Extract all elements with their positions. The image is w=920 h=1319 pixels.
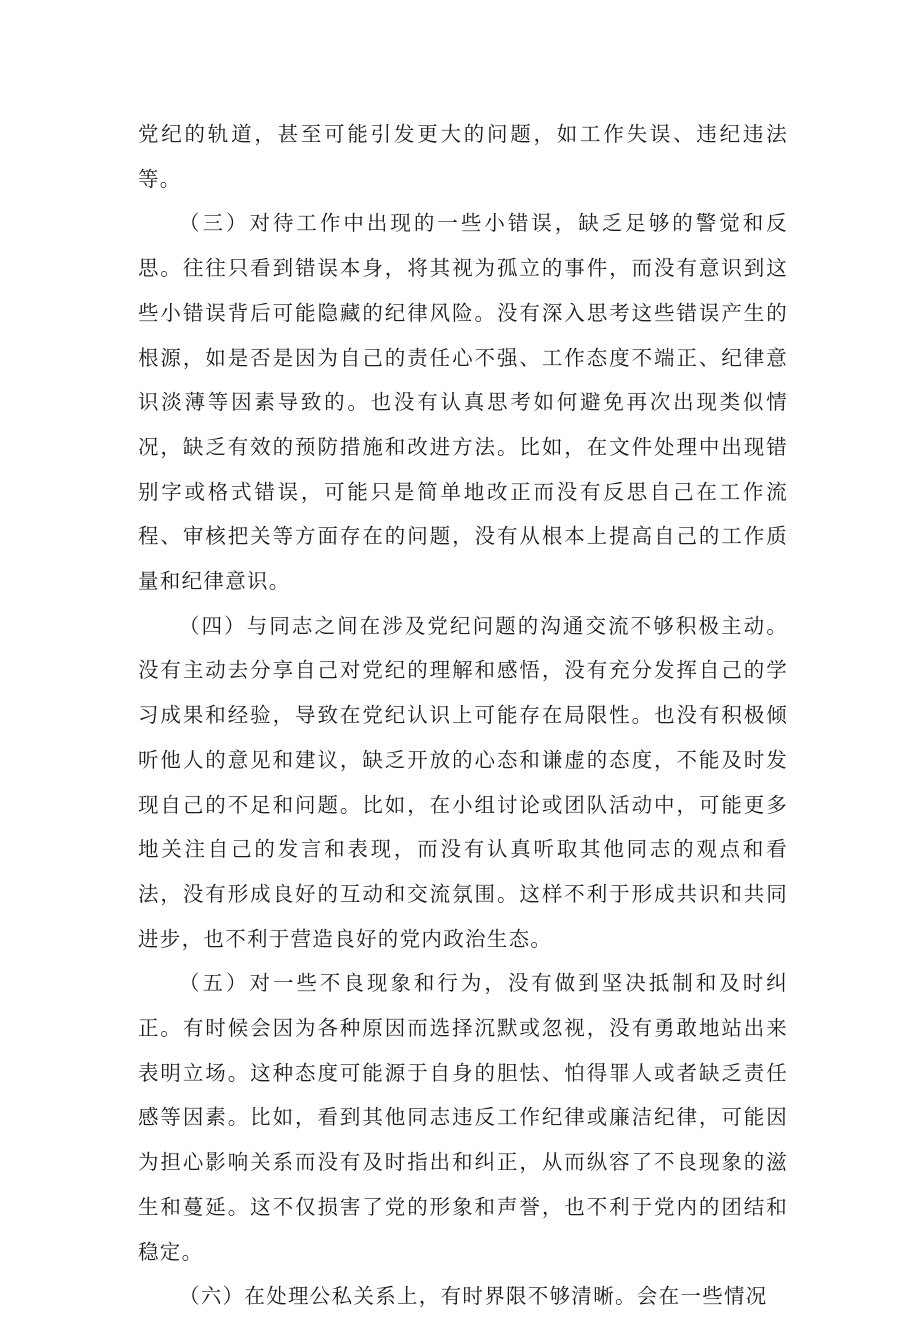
paragraph-continuation: 党纪的轨道，甚至可能引发更大的问题，如工作失误、违纪违法等。 (138, 122, 788, 191)
paragraph-section-5: （五）对一些不良现象和行为，没有做到坚决抵制和及时纠正。有时候会因为各种原因而选择沉默或忽视，没有勇敢地站出来表明立场。这种态度可能源于自身的胆怯、怕得罪人或者缺乏责任感等因素。比如，看到其他同志违反工作纪律或廉洁纪律，可能因为担心影响关系而没有及时指出和纠正，从而纵容了不良现象的滋生和蔓延。这不仅损害了党的形象和声誉，也不利于党内的团结和稳定。 (138, 971, 788, 1264)
paragraph-section-6: （六）在处理公私关系上，有时界限不够清晰。会在一些情况 (179, 1284, 768, 1309)
paragraph-section-3: （三）对待工作中出现的一些小错误，缺乏足够的警觉和反思。往往只看到错误本身，将其视为孤立的事件，而没有意识到这些小错误背后可能隐藏的纪律风险。没有深入思考这些错误产生的根源，如是否是因为自己的责任心不强、工作态度不端正、纪律意识淡薄等因素导致的。也没有认真思考如何避免再次出现类似情况，缺乏有效的预防措施和改进方法。比如，在文件处理中出现错别字或格式错误，可能只是简单地改正而没有反思自己在工作流程、审核把关等方面存在的问题，没有从根本上提高自己的工作质量和纪律意识。 (138, 211, 788, 594)
paragraph-section-4: （四）与同志之间在涉及党纪问题的沟通交流不够积极主动。没有主动去分享自己对党纪的理解和感悟，没有充分发挥自己的学习成果和经验，导致在党纪认识上可能存在局限性。也没有积极倾听他人的意见和建议，缺乏开放的心态和谦虚的态度，不能及时发现自己的不足和问题。比如，在小组讨论或团队活动中，可能更多地关注自己的发言和表现，而没有认真听取其他同志的观点和看法，没有形成良好的互动和交流氛围。这样不利于形成共识和共同进步，也不利于营造良好的党内政治生态。 (138, 613, 788, 951)
document-body (138, 112, 788, 1319)
